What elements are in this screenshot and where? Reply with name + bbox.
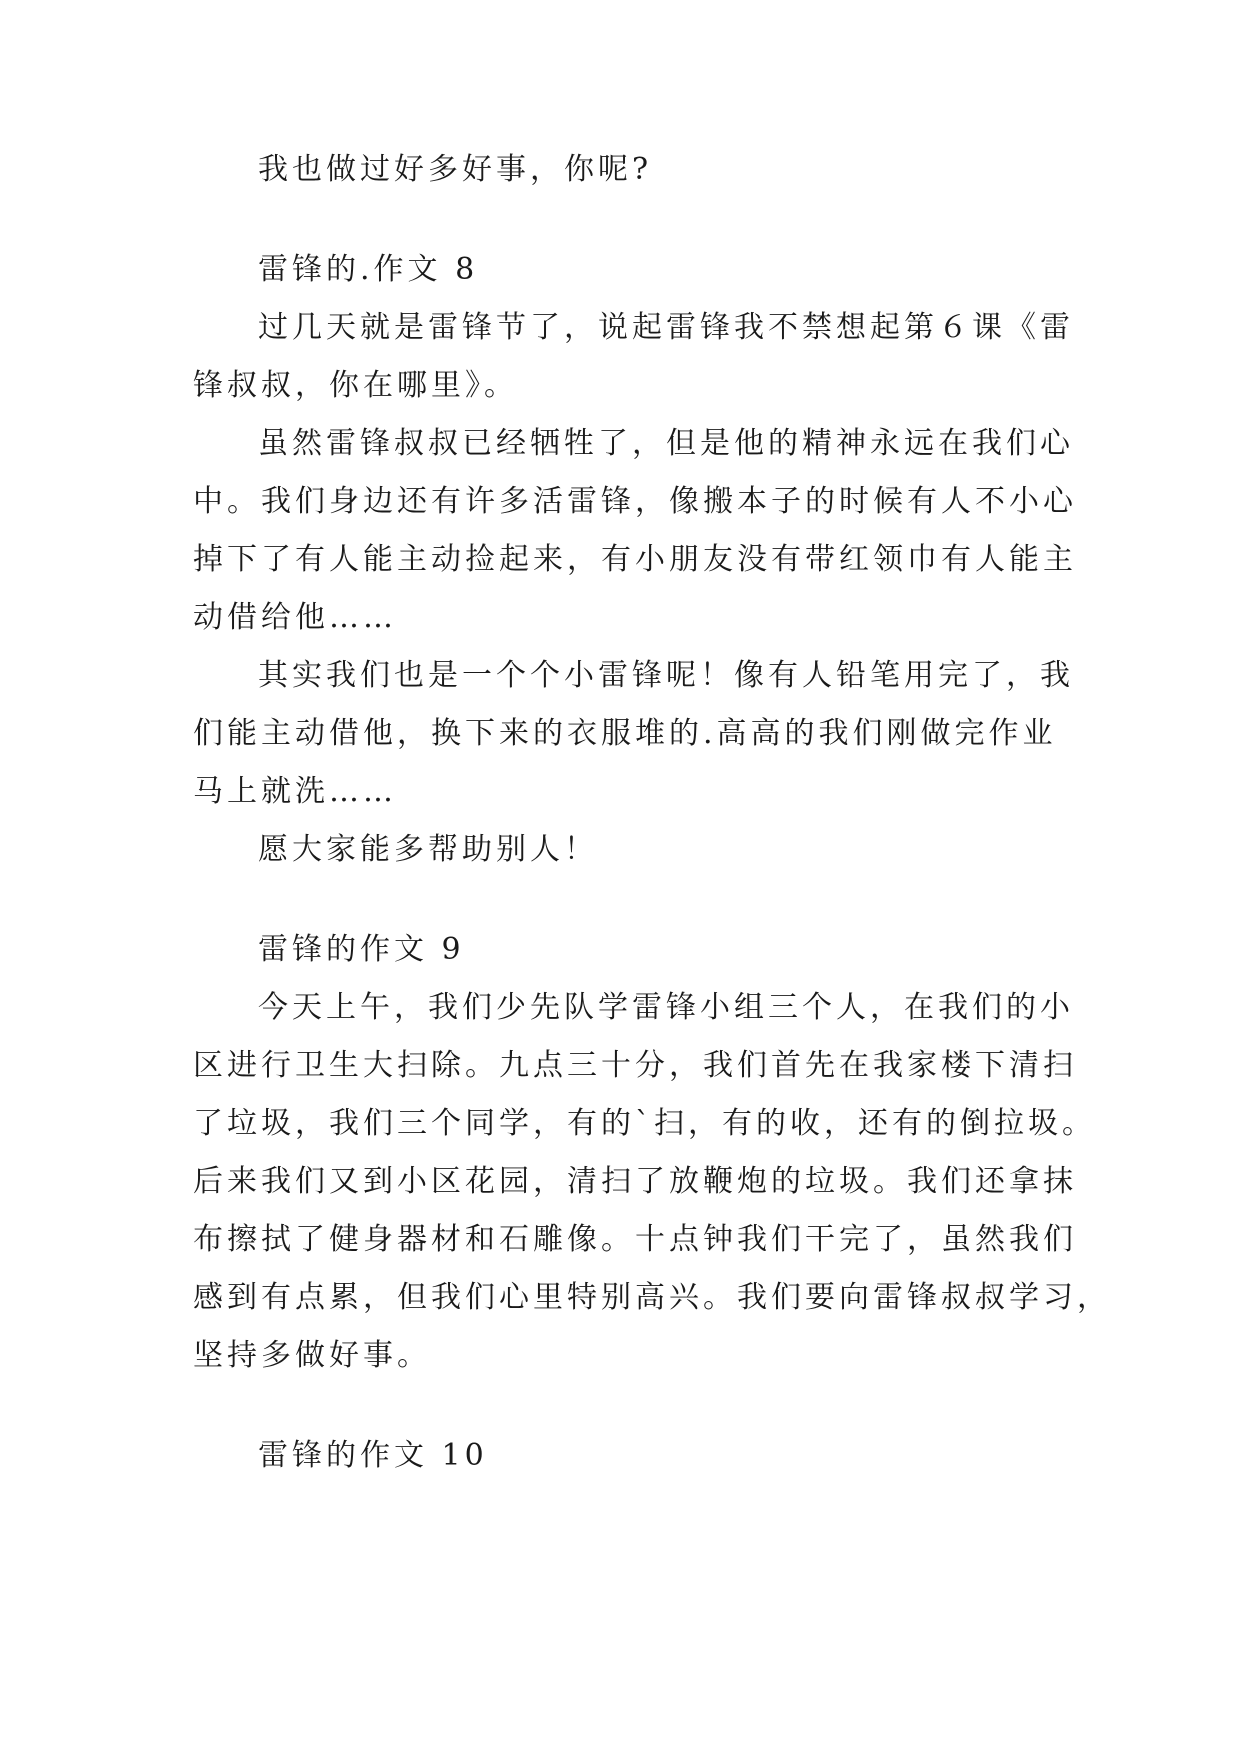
paragraph-line: 锋叔叔，你在哪里》。	[193, 368, 518, 403]
paragraph-line: 我也做过好多好事，你呢?	[258, 152, 653, 187]
paragraph-line: 中。我们身边还有许多活雷锋，像搬本子的时候有人不小心	[193, 484, 1077, 519]
paragraph-line: 马上就洗……	[193, 774, 397, 809]
paragraph-line: 愿大家能多帮助别人！	[258, 832, 598, 867]
paragraph-line: 虽然雷锋叔叔已经牺牲了，但是他的精神永远在我们心	[258, 426, 1074, 461]
paragraph-line: 们能主动借他，换下来的衣服堆的.高高的我们刚做完作业	[193, 716, 1057, 751]
paragraph-line: 坚持多做好事。	[193, 1338, 431, 1373]
paragraph-line: 后来我们又到小区花园，清扫了放鞭炮的垃圾。我们还拿抹	[193, 1164, 1077, 1199]
paragraph-line: 其实我们也是一个个小雷锋呢！像有人铅笔用完了，我	[258, 658, 1074, 693]
paragraph-line: 今天上午，我们少先队学雷锋小组三个人，在我们的小	[258, 990, 1074, 1025]
paragraph-line: 区进行卫生大扫除。九点三十分，我们首先在我家楼下清扫	[193, 1048, 1077, 1083]
section-heading: 雷锋的作文 10	[258, 1438, 488, 1473]
paragraph-line: 掉下了有人能主动捡起来，有小朋友没有带红领巾有人能主	[193, 542, 1077, 577]
paragraph-line: 了垃圾，我们三个同学，有的`扫，有的收，还有的倒拉圾。	[193, 1106, 1096, 1141]
section-heading: 雷锋的.作文 8	[258, 252, 479, 287]
paragraph-line: 感到有点累，但我们心里特别高兴。我们要向雷锋叔叔学习，	[193, 1280, 1111, 1315]
paragraph-line: 动借给他……	[193, 600, 397, 635]
paragraph-line: 布擦拭了健身器材和石雕像。十点钟我们干完了，虽然我们	[193, 1222, 1077, 1257]
section-heading: 雷锋的作文 9	[258, 932, 465, 967]
paragraph-line: 过几天就是雷锋节了，说起雷锋我不禁想起第６课《雷	[258, 310, 1074, 345]
